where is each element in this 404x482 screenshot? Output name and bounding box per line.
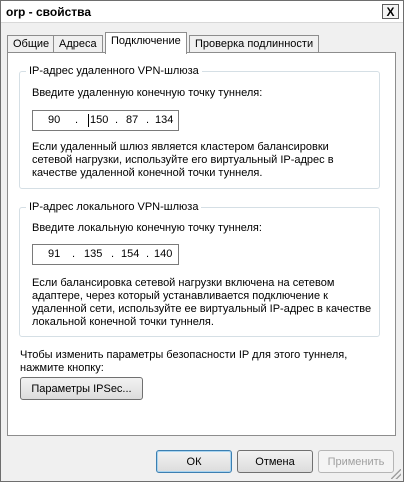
tab-authentication-label: Проверка подлинности [195,38,314,50]
window-title: orp - свойства [6,5,92,19]
tab-connection-label: Подключение [111,35,181,47]
remote-gateway-group [19,65,380,189]
local-gateway-group-title: IP-адрес локального VPN-шлюза [26,201,201,213]
local-ip-dot-1: . [72,248,76,260]
resize-grip-icon[interactable] [391,469,401,479]
local-ip-octet-2[interactable]: 135 [84,248,103,260]
local-ip-octet-4[interactable]: 140 [154,248,173,260]
cancel-button[interactable] [237,450,313,473]
remote-ip-octet-2[interactable]: 150 [90,114,109,126]
ipsec-prompt: Чтобы изменить параметры безопасности IP для этого туннеля, нажмите кнопку: [20,349,348,374]
tab-authentication[interactable] [189,35,319,53]
apply-button [318,450,394,473]
remote-ip-dot-3: . [146,114,150,126]
tab-addresses[interactable] [53,35,103,53]
cancel-button-label: Отмена [255,455,295,468]
ok-button-label: ОК [186,455,202,468]
remote-ip-octet-4[interactable]: 134 [155,114,174,126]
tab-general[interactable] [7,35,55,53]
remote-gateway-note: Если удаленный шлюз является кластером балансировки сетевой нагрузки, используйте его виртуальный IP-адрес в качестве удаленной конечной точки туннеля. [32,141,334,179]
local-ip-octet-1[interactable]: 91 [48,248,61,260]
remote-ip-octet-3[interactable]: 87 [126,114,139,126]
remote-ip-octet-1[interactable]: 90 [48,114,61,126]
ipsec-settings-button-label: Параметры IPSec... [31,382,132,395]
tab-general-label: Общие [13,38,50,50]
apply-button-label: Применить [327,455,385,468]
ipsec-settings-button[interactable] [20,377,143,400]
close-icon: X [386,4,395,19]
local-ip-input[interactable] [32,244,179,265]
local-endpoint-prompt: Введите локальную конечную точку туннеля: [32,222,262,234]
connection-tab-panel [7,52,396,436]
local-gateway-group [19,201,380,337]
local-ip-dot-3: . [146,248,150,260]
remote-ip-input[interactable] [32,110,179,131]
remote-ip-dot-1: . [75,114,79,126]
text-caret [88,114,89,127]
tab-addresses-label: Адреса [59,38,97,50]
local-ip-octet-3[interactable]: 154 [121,248,140,260]
close-button[interactable] [382,4,399,19]
ok-button[interactable] [156,450,232,473]
local-ip-dot-2: . [111,248,115,260]
tab-connection[interactable] [105,32,187,54]
remote-gateway-group-title: IP-адрес удаленного VPN-шлюза [26,65,202,77]
remote-endpoint-prompt: Введите удаленную конечную точку туннеля: [32,87,263,99]
title-bar[interactable] [1,1,403,23]
remote-ip-dot-2: . [115,114,119,126]
local-gateway-note: Если балансировка сетевой нагрузки включена на сетевом адаптере, через который устанавливается подключение к удаленной сети, используйте ее виртуальный IP-адрес в качестве локальной конечной точки туннеля. [32,277,372,328]
